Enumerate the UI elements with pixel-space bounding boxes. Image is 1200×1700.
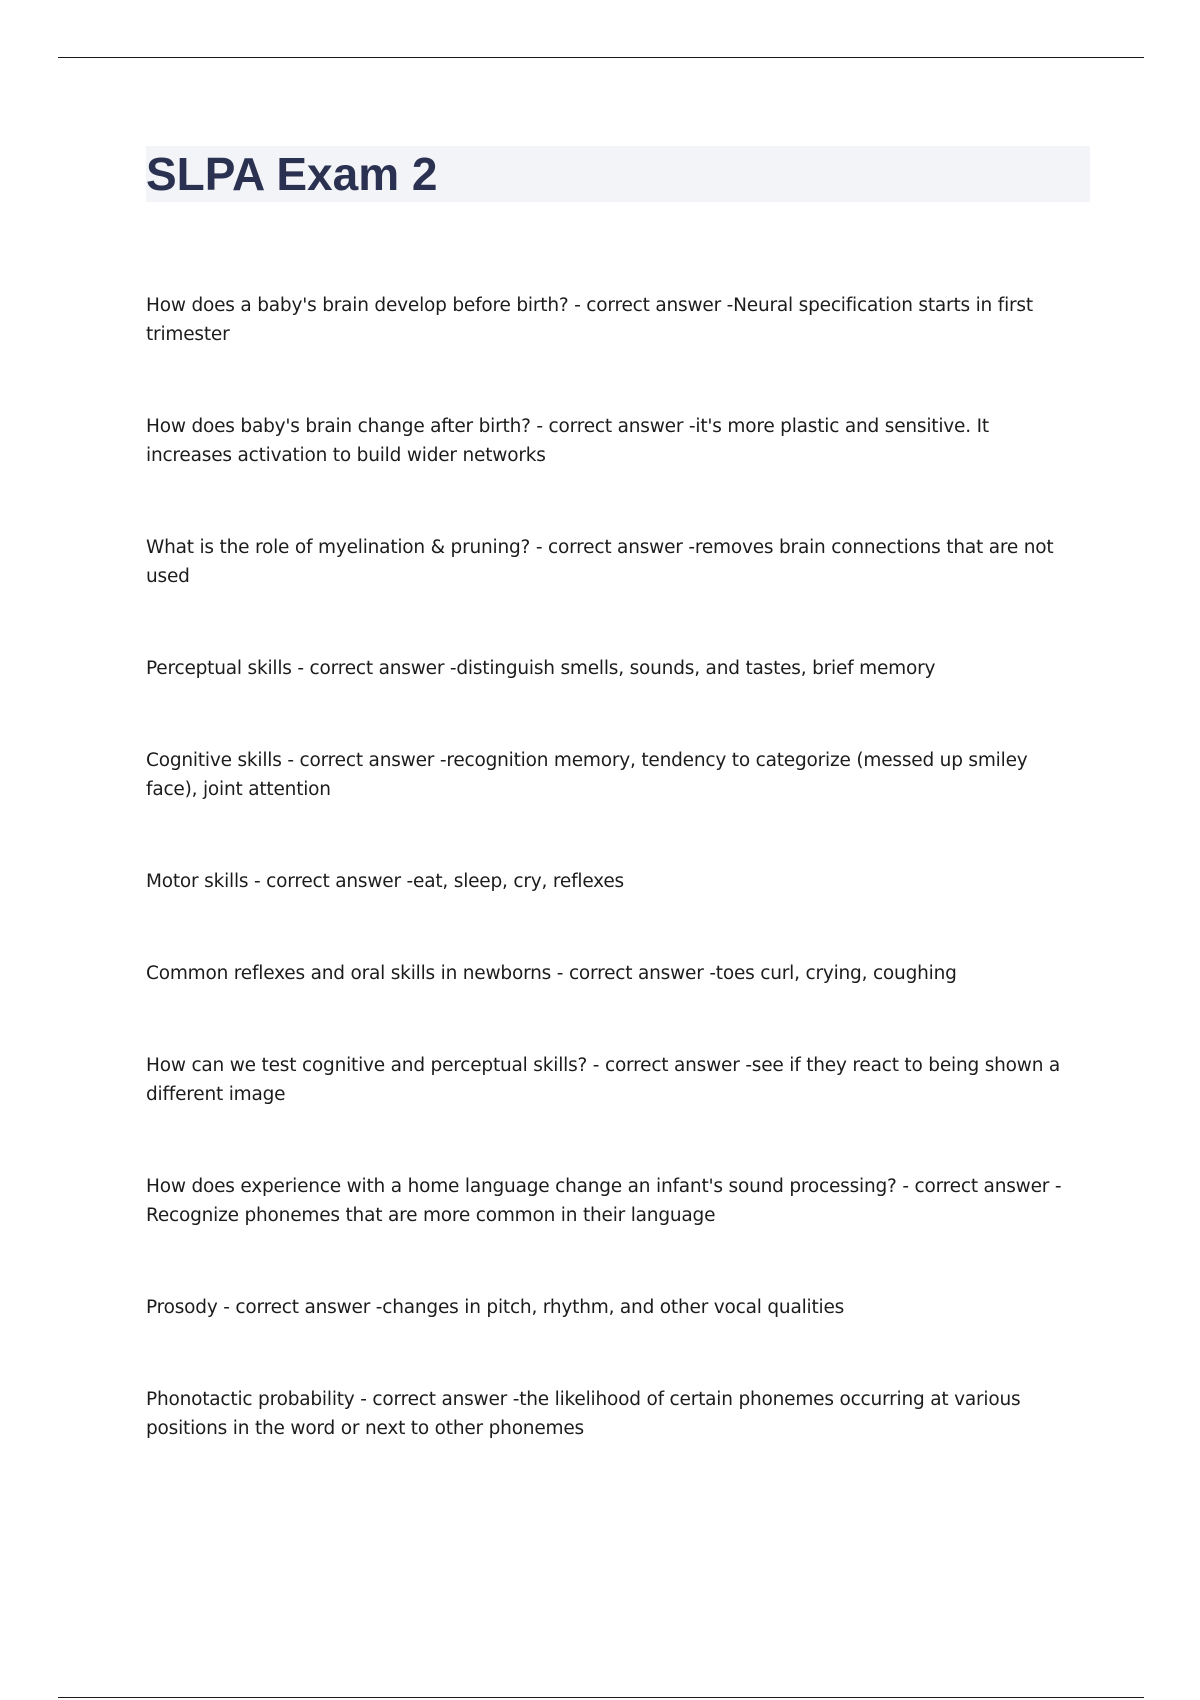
qa-item: Common reflexes and oral skills in newborns - correct answer -toes curl, crying, coughing [146,963,957,984]
page-title: SLPA Exam 2 [146,148,438,200]
qa-item: How can we test cognitive and perceptual skills? - correct answer -see if they react to being shown a different image [146,1055,1061,1105]
qa-item: Motor skills - correct answer -eat, sleep, cry, reflexes [146,871,624,892]
qa-item: What is the role of myelination & pruning? - correct answer -removes brain connections that are not used [146,537,1054,587]
qa-item: Prosody - correct answer -changes in pitch, rhythm, and other vocal qualities [146,1297,845,1318]
title-banner [146,146,1090,202]
qa-item: How does experience with a home language change an infant's sound processing? - correct answer -Recognize phonemes that are more common in their language [146,1176,1062,1226]
bottom-rule [58,1697,1144,1698]
top-rule [58,57,1144,58]
qa-item: Cognitive skills - correct answer -recognition memory, tendency to categorize (messed up smiley face), joint attention [146,750,1028,800]
qa-item: How does baby's brain change after birth? - correct answer -it's more plastic and sensitive. It increases activation to build wider networks [146,416,989,466]
qa-item: Perceptual skills - correct answer -distinguish smells, sounds, and tastes, brief memory [146,658,936,679]
qa-list [146,291,1076,1506]
qa-item: How does a baby's brain develop before birth? - correct answer -Neural specification starts in first trimester [146,295,1033,345]
qa-item: Phonotactic probability - correct answer -the likelihood of certain phonemes occurring at various positions in the word or next to other phonemes [146,1389,1021,1439]
